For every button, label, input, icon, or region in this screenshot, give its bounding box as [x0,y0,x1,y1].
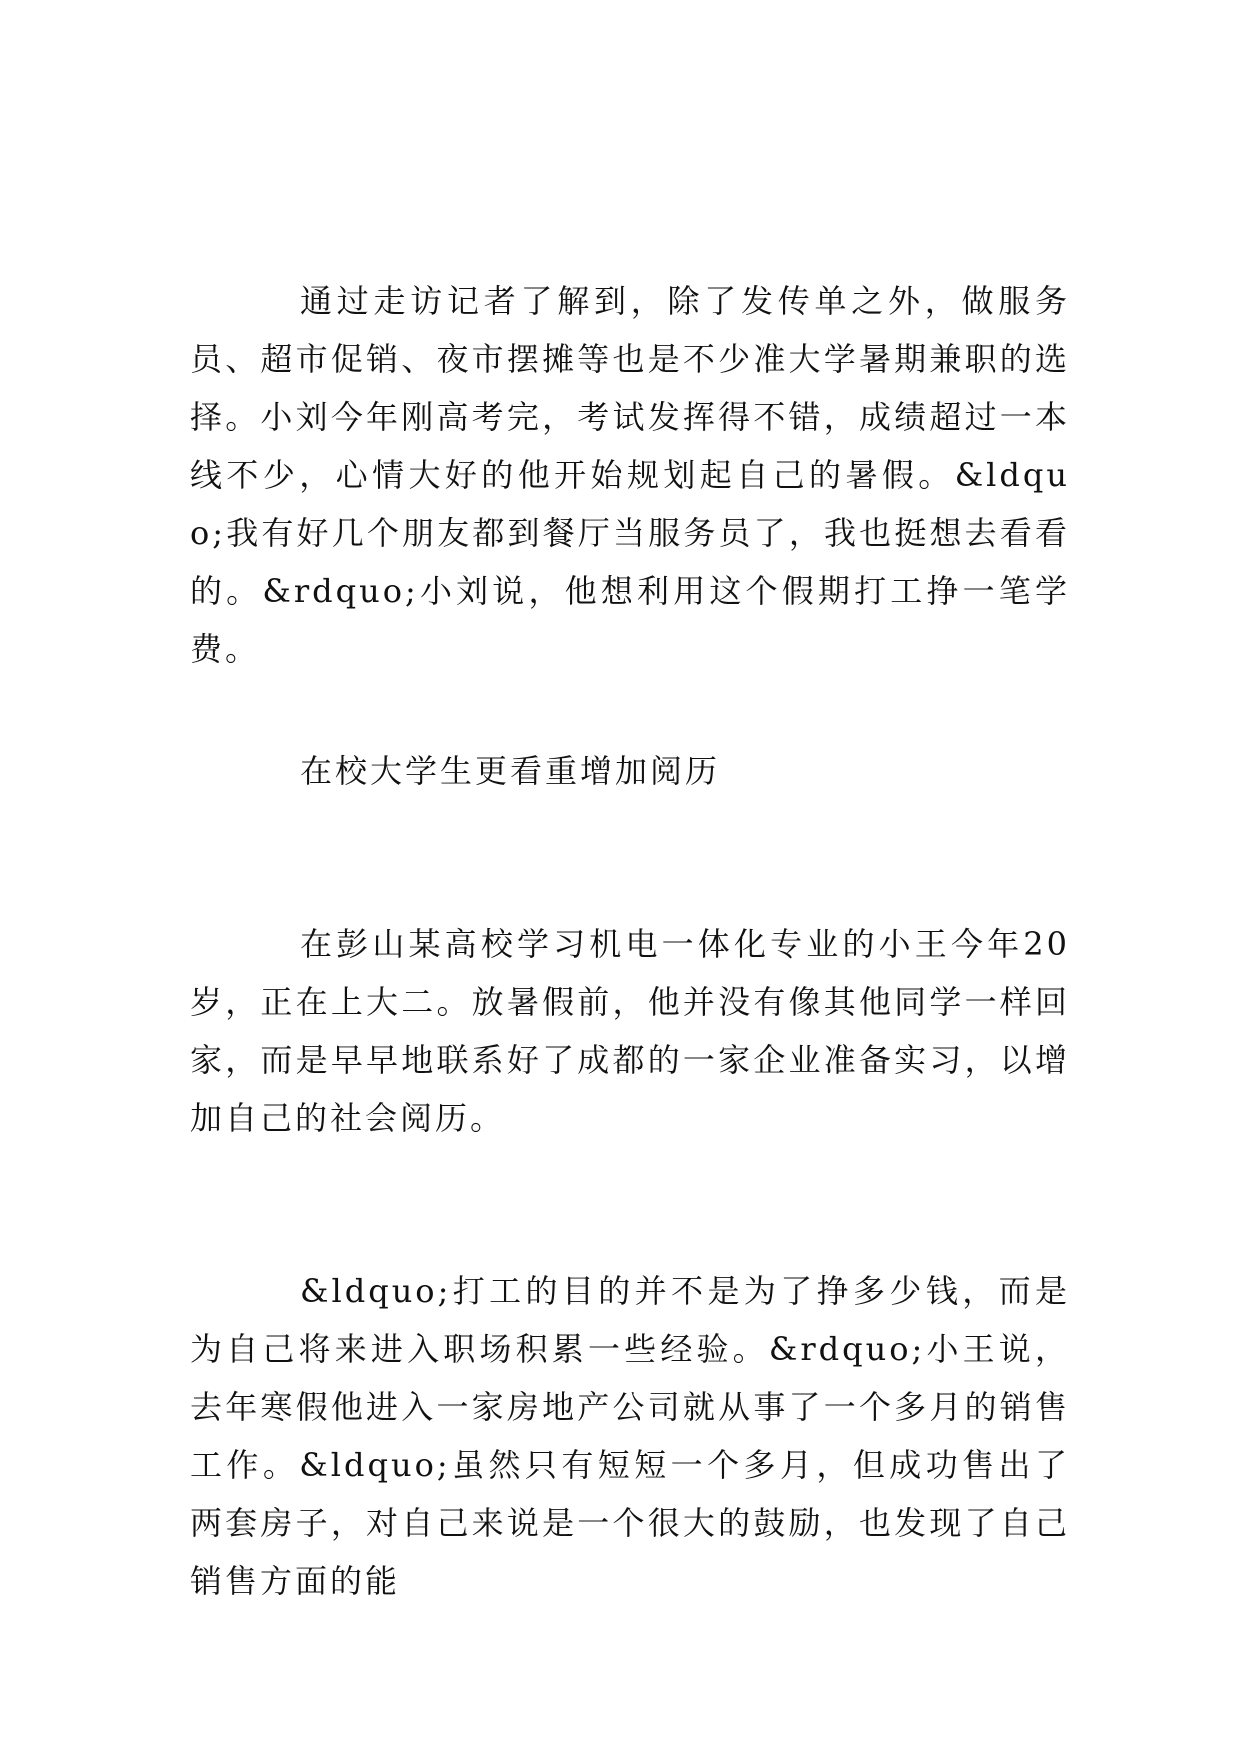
paragraph-xiaowang-quote: &ldquo;打工的目的并不是为了挣多少钱，而是为自己将来进入职场积累一些经验。&rdquo;小王说，去年寒假他进入一家房地产公司就从事了一个多月的销售工作。&ldquo;虽然只有短短一个多月，但成功售出了两套房子，对自己来说是一个很大的鼓励，也发现了自己销售方面的能 [190,1272,1070,1600]
paragraph-student-jobs: 通过走访记者了解到，除了发传单之外，做服务员、超市促销、夜市摆摊等也是不少准大学暑期兼职的选择。小刘今年刚高考完，考试发挥得不错，成绩超过一本线不少，心情大好的他开始规划起自己的暑假。&ldquo;我有好几个朋友都到餐厅当服务员了，我也挺想去看看的。&rdquo;小刘说，他想利用这个假期打工挣一笔学费。 [190,282,1070,668]
paragraph-xiaowang-intro: 在彭山某高校学习机电一体化专业的小王今年20岁，正在上大二。放暑假前，他并没有像其他同学一样回家，而是早早地联系好了成都的一家企业准备实习，以增加自己的社会阅历。 [190,925,1070,1137]
section-heading: 在校大学生更看重增加阅历 [300,752,721,790]
